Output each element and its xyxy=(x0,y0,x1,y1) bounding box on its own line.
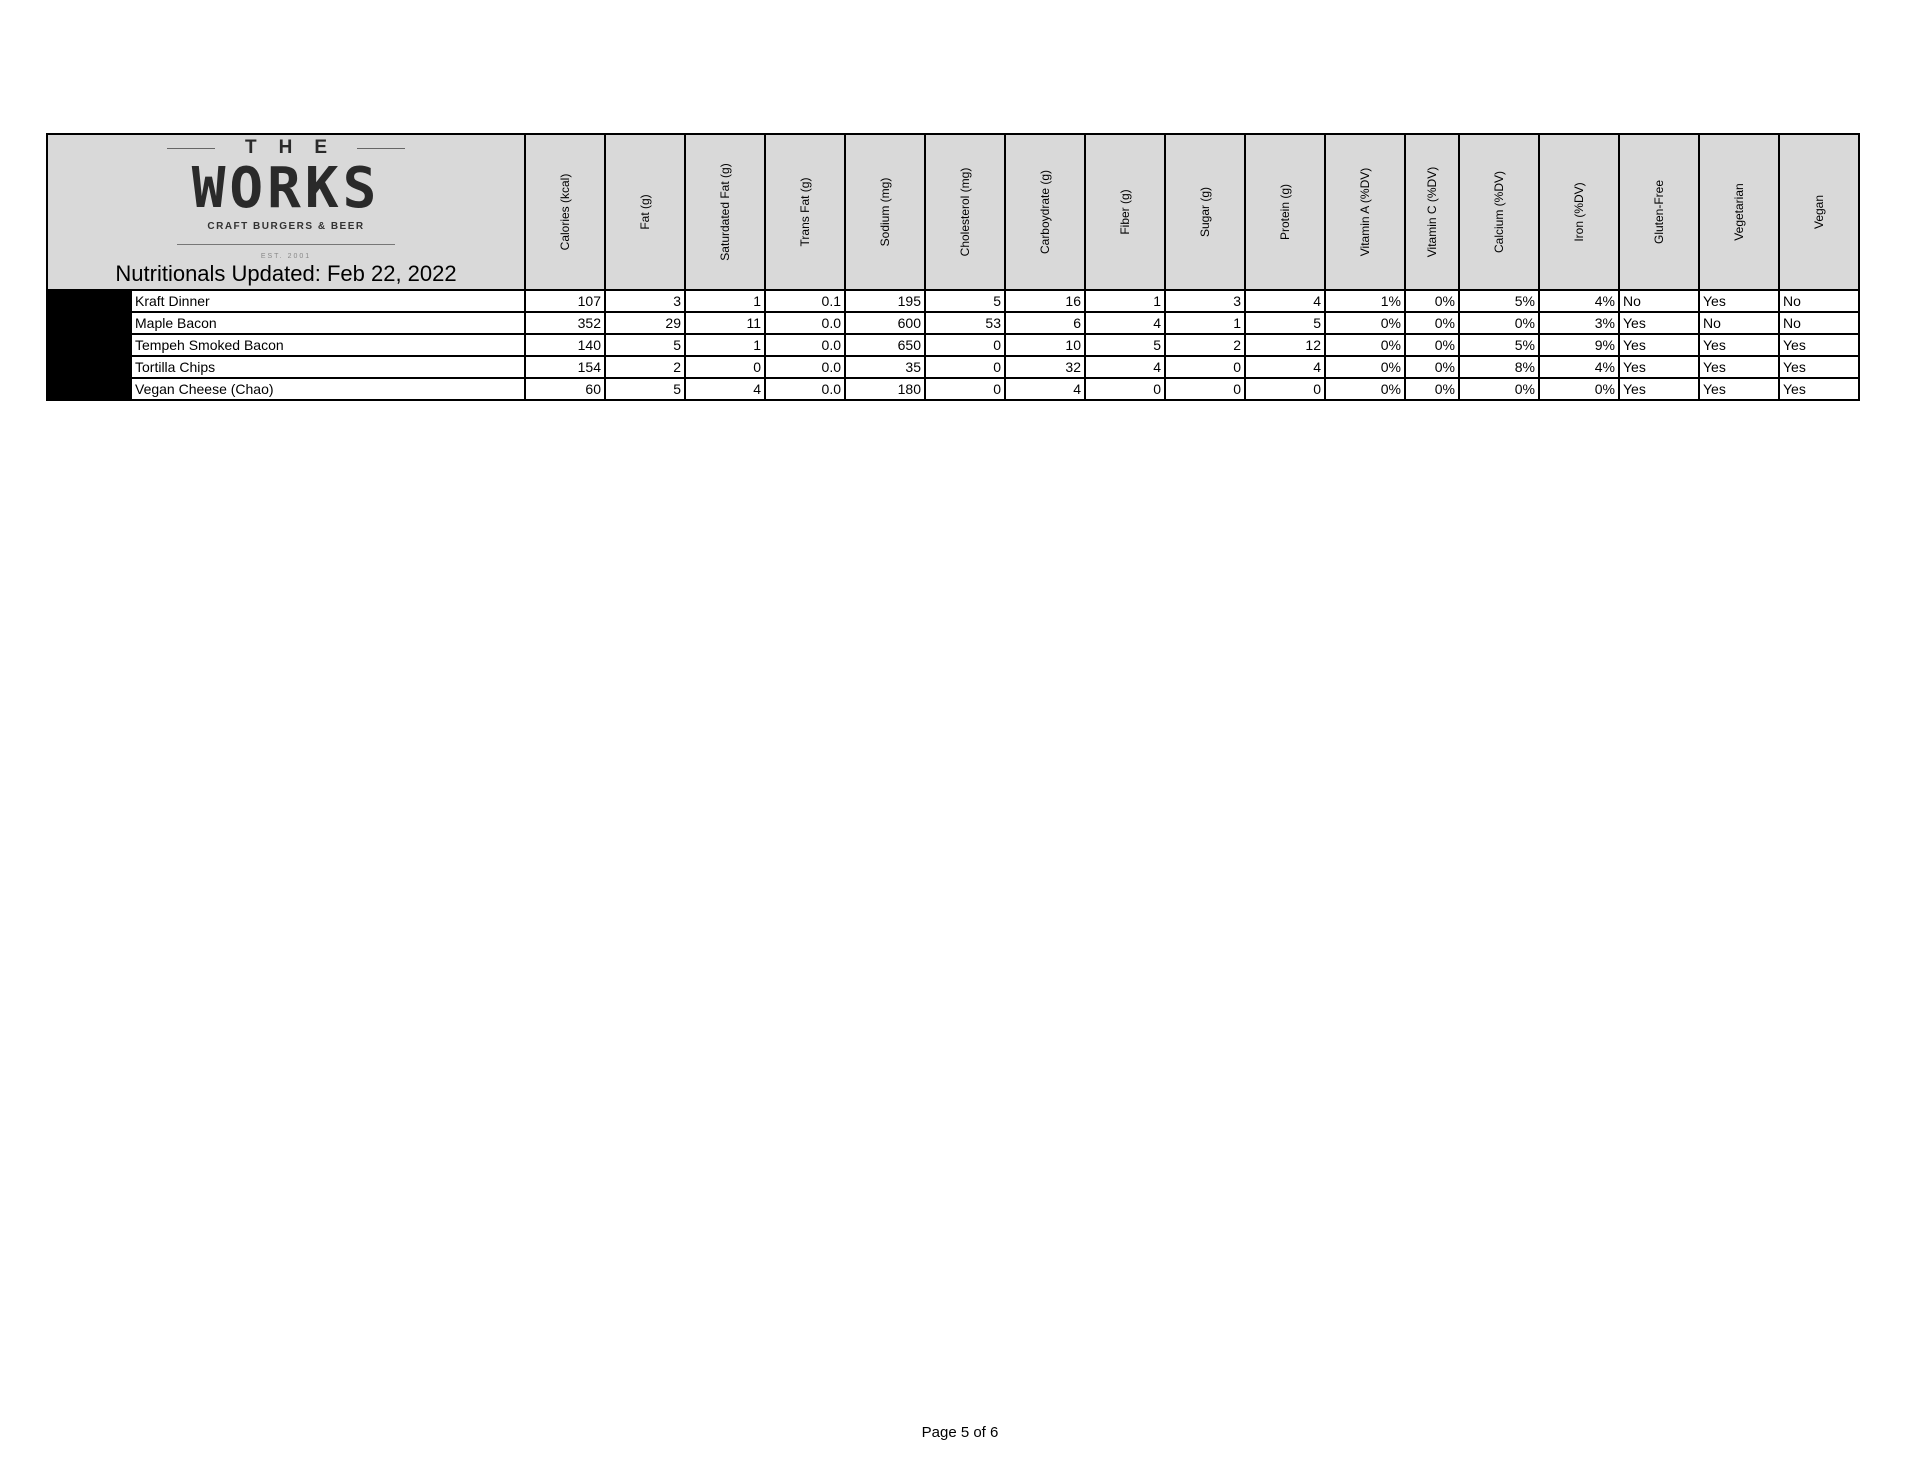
nutrient-value-cell: 3% xyxy=(1539,312,1619,334)
nutrient-value-cell: 4 xyxy=(1085,312,1165,334)
column-header xyxy=(1779,134,1859,290)
dietary-flag-cell: No xyxy=(1699,312,1779,334)
nutrient-value-cell: 1% xyxy=(1325,290,1405,312)
nutrient-value-cell: 352 xyxy=(525,312,605,334)
nutrient-value-cell: 0.1 xyxy=(765,290,845,312)
logo-divider xyxy=(177,244,395,245)
nutrient-value-cell: 1 xyxy=(685,290,765,312)
nutrient-value-cell: 60 xyxy=(525,378,605,400)
nutrient-value-cell: 1 xyxy=(1165,312,1245,334)
nutrient-value-cell: 2 xyxy=(605,356,685,378)
nutrient-value-cell: 6 xyxy=(1005,312,1085,334)
column-header xyxy=(1459,134,1539,290)
column-header xyxy=(765,134,845,290)
row-marker-cell xyxy=(47,312,131,334)
column-header xyxy=(1245,134,1325,290)
column-header xyxy=(1085,134,1165,290)
nutrient-value-cell: 140 xyxy=(525,334,605,356)
nutrient-value-cell: 0 xyxy=(925,356,1005,378)
nutrient-value-cell: 0% xyxy=(1459,312,1539,334)
nutrient-value-cell: 650 xyxy=(845,334,925,356)
nutrient-value-cell: 0 xyxy=(1245,378,1325,400)
row-marker-cell xyxy=(47,290,131,312)
nutrient-value-cell: 0 xyxy=(685,356,765,378)
nutrient-value-cell: 3 xyxy=(605,290,685,312)
column-header-label: Iron (%DV) xyxy=(1572,182,1586,242)
nutrient-value-cell: 16 xyxy=(1005,290,1085,312)
nutrient-value-cell: 29 xyxy=(605,312,685,334)
item-name-cell: Tempeh Smoked Bacon xyxy=(131,334,525,356)
nutrient-value-cell: 154 xyxy=(525,356,605,378)
nutrient-value-cell: 0.0 xyxy=(765,334,845,356)
nutrient-value-cell: 0% xyxy=(1325,334,1405,356)
column-header-label: Gluten-Free xyxy=(1652,179,1666,245)
nutrient-value-cell: 0.0 xyxy=(765,356,845,378)
column-header xyxy=(845,134,925,290)
row-marker-cell xyxy=(47,356,131,378)
logo-header-cell xyxy=(47,134,525,290)
column-header-label: Sodium (mg) xyxy=(878,177,892,247)
nutrient-value-cell: 0 xyxy=(1085,378,1165,400)
nutrient-value-cell: 0% xyxy=(1405,334,1459,356)
column-header xyxy=(1539,134,1619,290)
logo-rule-right xyxy=(357,148,405,149)
column-header-label: Saturdated Fat (g) xyxy=(718,163,732,261)
brand-logo xyxy=(48,135,524,260)
nutrient-value-cell: 0% xyxy=(1459,378,1539,400)
nutrient-value-cell: 3 xyxy=(1165,290,1245,312)
nutrient-value-cell: 4 xyxy=(1245,290,1325,312)
column-header-label: Fiber (g) xyxy=(1118,189,1132,235)
nutrient-value-cell: 5 xyxy=(605,378,685,400)
header-row xyxy=(47,134,1859,290)
nutrient-value-cell: 1 xyxy=(1085,290,1165,312)
logo-tagline: CRAFT BURGERS & BEER xyxy=(207,221,365,232)
dietary-flag-cell: Yes xyxy=(1619,356,1699,378)
logo-rule-left xyxy=(167,148,215,149)
dietary-flag-cell: Yes xyxy=(1619,334,1699,356)
column-header-label: Trans Fat (g) xyxy=(798,177,812,247)
nutrient-value-cell: 0.0 xyxy=(765,312,845,334)
nutrient-value-cell: 9% xyxy=(1539,334,1619,356)
column-header-label: Carboydrate (g) xyxy=(1038,169,1052,255)
dietary-flag-cell: Yes xyxy=(1619,312,1699,334)
column-header xyxy=(685,134,765,290)
nutrient-value-cell: 600 xyxy=(845,312,925,334)
nutrient-value-cell: 4 xyxy=(1005,378,1085,400)
logo-the-text: THE xyxy=(245,137,349,158)
column-header xyxy=(925,134,1005,290)
nutrient-value-cell: 4% xyxy=(1539,290,1619,312)
nutrient-value-cell: 0% xyxy=(1325,312,1405,334)
column-header xyxy=(1165,134,1245,290)
dietary-flag-cell: Yes xyxy=(1699,356,1779,378)
nutrient-value-cell: 0 xyxy=(925,378,1005,400)
nutrient-value-cell: 180 xyxy=(845,378,925,400)
column-header-label: Vitamin C (%DV) xyxy=(1425,166,1439,258)
dietary-flag-cell: No xyxy=(1619,290,1699,312)
dietary-flag-cell: Yes xyxy=(1699,290,1779,312)
nutrient-value-cell: 0% xyxy=(1405,290,1459,312)
dietary-flag-cell: Yes xyxy=(1779,356,1859,378)
column-header xyxy=(1699,134,1779,290)
column-header xyxy=(525,134,605,290)
column-header-label: Fat (g) xyxy=(638,194,652,230)
nutrient-value-cell: 5% xyxy=(1459,290,1539,312)
nutrient-value-cell: 0% xyxy=(1405,356,1459,378)
nutrient-value-cell: 0.0 xyxy=(765,378,845,400)
nutrient-value-cell: 4 xyxy=(685,378,765,400)
row-marker-cell xyxy=(47,378,131,400)
nutrient-value-cell: 5 xyxy=(605,334,685,356)
nutrient-value-cell: 4 xyxy=(1245,356,1325,378)
nutrient-value-cell: 11 xyxy=(685,312,765,334)
dietary-flag-cell: Yes xyxy=(1779,334,1859,356)
page-footer: Page 5 of 6 xyxy=(921,1424,999,1441)
nutrient-value-cell: 0 xyxy=(1165,356,1245,378)
dietary-flag-cell: Yes xyxy=(1779,378,1859,400)
nutrient-value-cell: 1 xyxy=(685,334,765,356)
nutrient-value-cell: 0% xyxy=(1325,356,1405,378)
nutrient-value-cell: 0% xyxy=(1405,378,1459,400)
nutrient-value-cell: 35 xyxy=(845,356,925,378)
nutrition-table xyxy=(46,133,1860,401)
item-name-cell: Kraft Dinner xyxy=(131,290,525,312)
nutrient-value-cell: 5 xyxy=(1245,312,1325,334)
nutrient-value-cell: 0% xyxy=(1405,312,1459,334)
column-header xyxy=(1005,134,1085,290)
page-title: Nutritionals Updated: Feb 22, 2022 xyxy=(115,261,457,286)
table-row xyxy=(47,334,1859,356)
nutrient-value-cell: 5 xyxy=(1085,334,1165,356)
nutrient-value-cell: 5% xyxy=(1459,334,1539,356)
dietary-flag-cell: No xyxy=(1779,312,1859,334)
table-row xyxy=(47,290,1859,312)
column-header-label: Calcium (%DV) xyxy=(1492,170,1506,254)
column-header-label: Calories (kcal) xyxy=(558,173,572,251)
nutrient-value-cell: 2 xyxy=(1165,334,1245,356)
table-row xyxy=(47,312,1859,334)
nutrient-value-cell: 0% xyxy=(1539,378,1619,400)
column-header-label: Protein (g) xyxy=(1278,183,1292,241)
nutrient-value-cell: 4% xyxy=(1539,356,1619,378)
column-header xyxy=(1619,134,1699,290)
dietary-flag-cell: Yes xyxy=(1699,378,1779,400)
column-header xyxy=(1325,134,1405,290)
column-header-label: Sugar (g) xyxy=(1198,186,1212,238)
column-header-label: Cholesterol (mg) xyxy=(958,167,972,257)
item-name-cell: Maple Bacon xyxy=(131,312,525,334)
column-header-label: Vegan xyxy=(1812,194,1826,230)
dietary-flag-cell: Yes xyxy=(1699,334,1779,356)
nutrient-value-cell: 53 xyxy=(925,312,1005,334)
table-body xyxy=(47,290,1859,400)
nutrient-value-cell: 5 xyxy=(925,290,1005,312)
table-row xyxy=(47,378,1859,400)
nutrient-value-cell: 0 xyxy=(1165,378,1245,400)
nutrient-value-cell: 195 xyxy=(845,290,925,312)
nutrient-value-cell: 32 xyxy=(1005,356,1085,378)
column-header-label: Vitamin A (%DV) xyxy=(1358,167,1372,257)
nutrient-value-cell: 107 xyxy=(525,290,605,312)
logo-works-text: WORKS xyxy=(191,156,381,221)
column-header xyxy=(605,134,685,290)
nutrient-value-cell: 4 xyxy=(1085,356,1165,378)
nutrient-value-cell: 12 xyxy=(1245,334,1325,356)
item-name-cell: Vegan Cheese (Chao) xyxy=(131,378,525,400)
column-header xyxy=(1405,134,1459,290)
nutrient-value-cell: 8% xyxy=(1459,356,1539,378)
dietary-flag-cell: Yes xyxy=(1619,378,1699,400)
nutrient-value-cell: 0 xyxy=(925,334,1005,356)
logo-established: EST. 2001 xyxy=(260,253,312,260)
dietary-flag-cell: No xyxy=(1779,290,1859,312)
item-name-cell: Tortilla Chips xyxy=(131,356,525,378)
table-row xyxy=(47,356,1859,378)
row-marker-cell xyxy=(47,334,131,356)
nutrient-value-cell: 10 xyxy=(1005,334,1085,356)
nutrient-value-cell: 0% xyxy=(1325,378,1405,400)
column-header-label: Vegetarian xyxy=(1732,183,1746,241)
